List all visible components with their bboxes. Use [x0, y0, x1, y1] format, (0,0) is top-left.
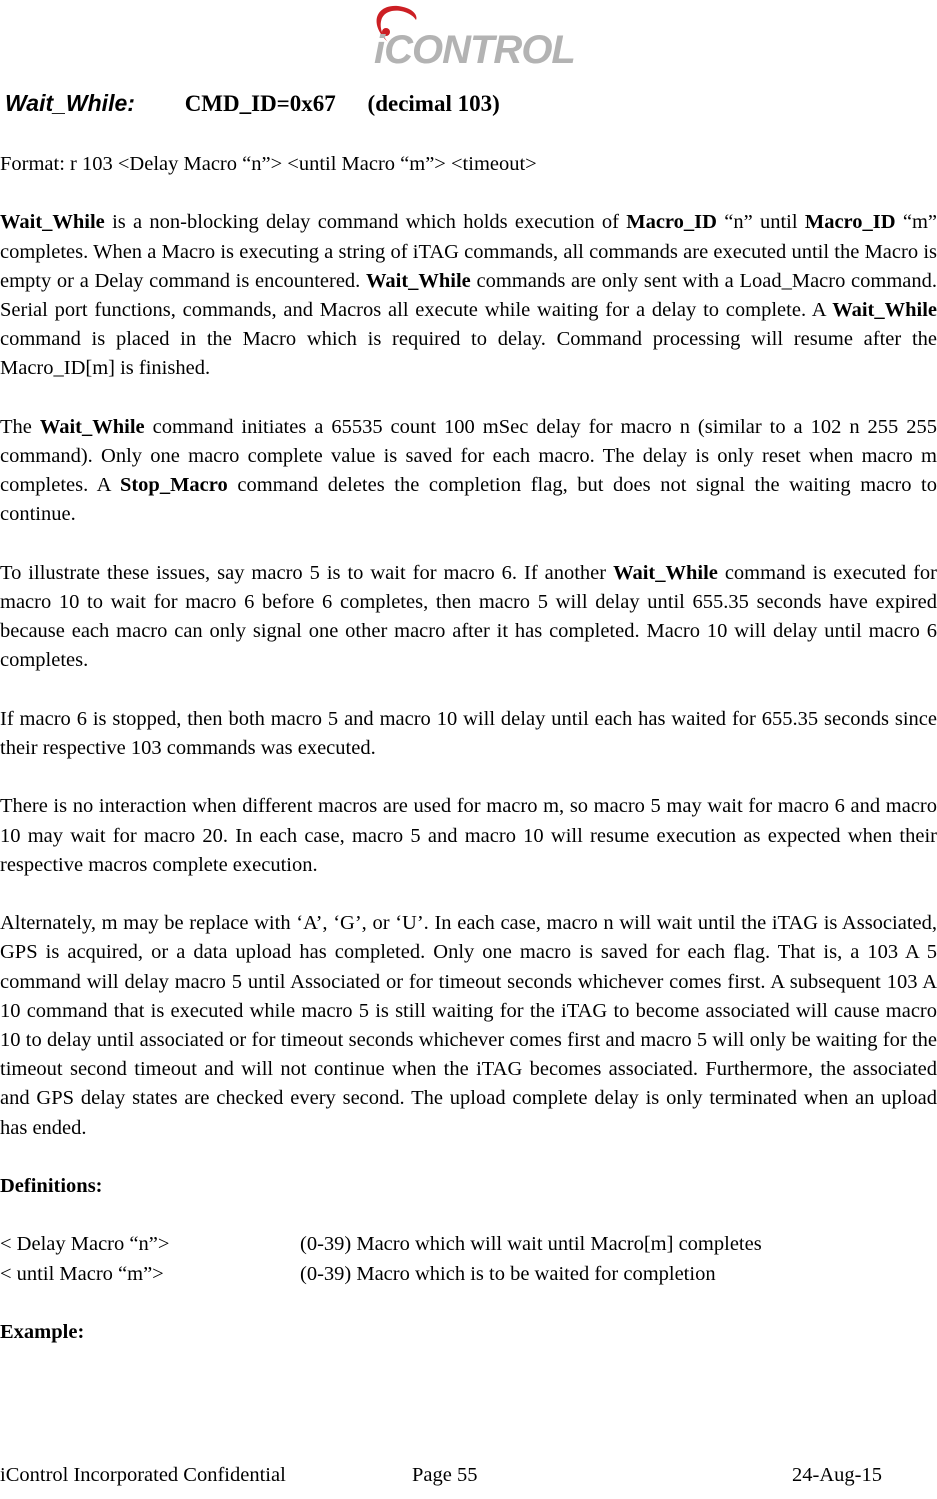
command-decimal: (decimal 103) — [367, 91, 500, 116]
text-run: is a non-blocking delay command which holds execution of — [104, 211, 627, 234]
command-heading — [5, 88, 500, 119]
definitions-title-text: Definitions: — [0, 1175, 103, 1197]
paragraph-description — [0, 208, 937, 383]
text-run: “m” completes. When a Macro is executing a string of iTAG commands, all commands are executed until the Macro is empty or a Delay command is encountered. — [0, 211, 937, 292]
footer-date: 24-Aug-15 — [792, 1464, 882, 1486]
definitions-title — [0, 1172, 937, 1201]
definition-term: < until Macro “m”> — [0, 1262, 164, 1285]
text-run: commands are only sent with a Load_Macro command. Serial port functions, commands, and Macros all execute while waiting for a delay to complete. A — [0, 269, 937, 321]
bold-term: Macro_ID — [626, 211, 717, 234]
command-name-colon: : — [127, 90, 135, 116]
logo-wordmark: iCONTROL — [374, 28, 575, 72]
document-body — [0, 150, 937, 1376]
bold-term: Wait_While — [39, 415, 145, 438]
footer-page-number: Page 55 — [412, 1464, 478, 1486]
bold-term: Wait_While — [832, 299, 937, 321]
text-run: To illustrate these issues, say macro 5 is to wait for macro 6. If another — [0, 561, 614, 584]
bold-term: Stop_Macro — [119, 474, 228, 497]
text-run: “n” until — [716, 211, 805, 234]
text-run: command is placed in the Macro which is required to delay. Command processing will resume after the Macro_ID[m] is finished. — [0, 328, 937, 380]
paragraph-alternate: Alternately, m may be replace with ‘A’, ‘G’, or ‘U’. In each case, macro n will wait until the iTAG is Associated, GPS is acquired, or a data upload has completed. Only one macro is saved for each flag. That is, a 103 A 5 command will delay macro 5 until Associated or for timeout seconds whichever comes first. A subsequent 103 A 10 command that is executed while macro 5 is still waiting for the iTAG to become associated will cause macro 10 to delay until associated or for timeout seconds whichever comes first and macro 5 will only be waiting for the timeout second timeout and will not continue when the iTAG becomes associated. Furthermore, the associated and GPS delay states are checked every second. The upload complete delay is only terminated when an upload has ended. — [0, 912, 937, 1139]
definitions-list — [0, 1230, 937, 1288]
format-line: Format: r 103 <Delay Macro “n”> <until Macro “m”> <timeout> — [0, 153, 537, 175]
example-title — [0, 1318, 937, 1347]
bold-term: Wait_While — [366, 269, 471, 292]
bold-term: Macro_ID — [804, 211, 896, 234]
text-run: command is executed for macro 10 to wait for macro 6 before 6 completes, then macro 5 will delay until 655.35 seconds have expired because each macro can only signal one other macro after it has completed. Macro 10 will delay until macro 6 completes. — [0, 561, 937, 672]
command-name: Wait_While — [5, 90, 128, 116]
paragraph-stopped: If macro 6 is stopped, then both macro 5 and macro 10 will delay until each has waited for 655.35 seconds since their respective 103 commands was executed. — [0, 707, 937, 759]
command-id: CMD_ID=0x67 — [184, 91, 336, 116]
text-run: command deletes the completion flag, but does not signal the waiting macro to continue. — [0, 474, 937, 526]
definition-row — [0, 1260, 937, 1289]
example-title-text: Example: — [0, 1320, 85, 1343]
text-run: The — [0, 415, 40, 438]
definition-row — [0, 1230, 937, 1259]
text-run: command initiates a 65535 count 100 mSec delay for macro n (similar to a 102 n 255 255 command). Only one macro complete value is saved for each macro. The delay is only reset when macro m completes. A — [0, 415, 937, 497]
definition-term: < Delay Macro “n”> — [0, 1233, 170, 1256]
paragraph-illustration — [0, 559, 937, 676]
definition-desc: (0-39) Macro which will wait until Macro[m] completes — [300, 1233, 762, 1256]
footer-company: iControl Incorporated Confidential — [0, 1464, 286, 1486]
paragraph-delay — [0, 413, 937, 530]
bold-term: Wait_While — [613, 561, 718, 584]
definition-desc: (0-39) Macro which is to be waited for completion — [300, 1262, 716, 1285]
paragraph-interaction: There is no interaction when different macros are used for macro m, so macro 5 may wait for macro 6 and macro 10 may wait for macro 20. In each case, macro 5 and macro 10 will resume execution as expected when their respective macros complete execution. — [0, 795, 937, 876]
bold-term: Wait_While — [0, 211, 105, 234]
